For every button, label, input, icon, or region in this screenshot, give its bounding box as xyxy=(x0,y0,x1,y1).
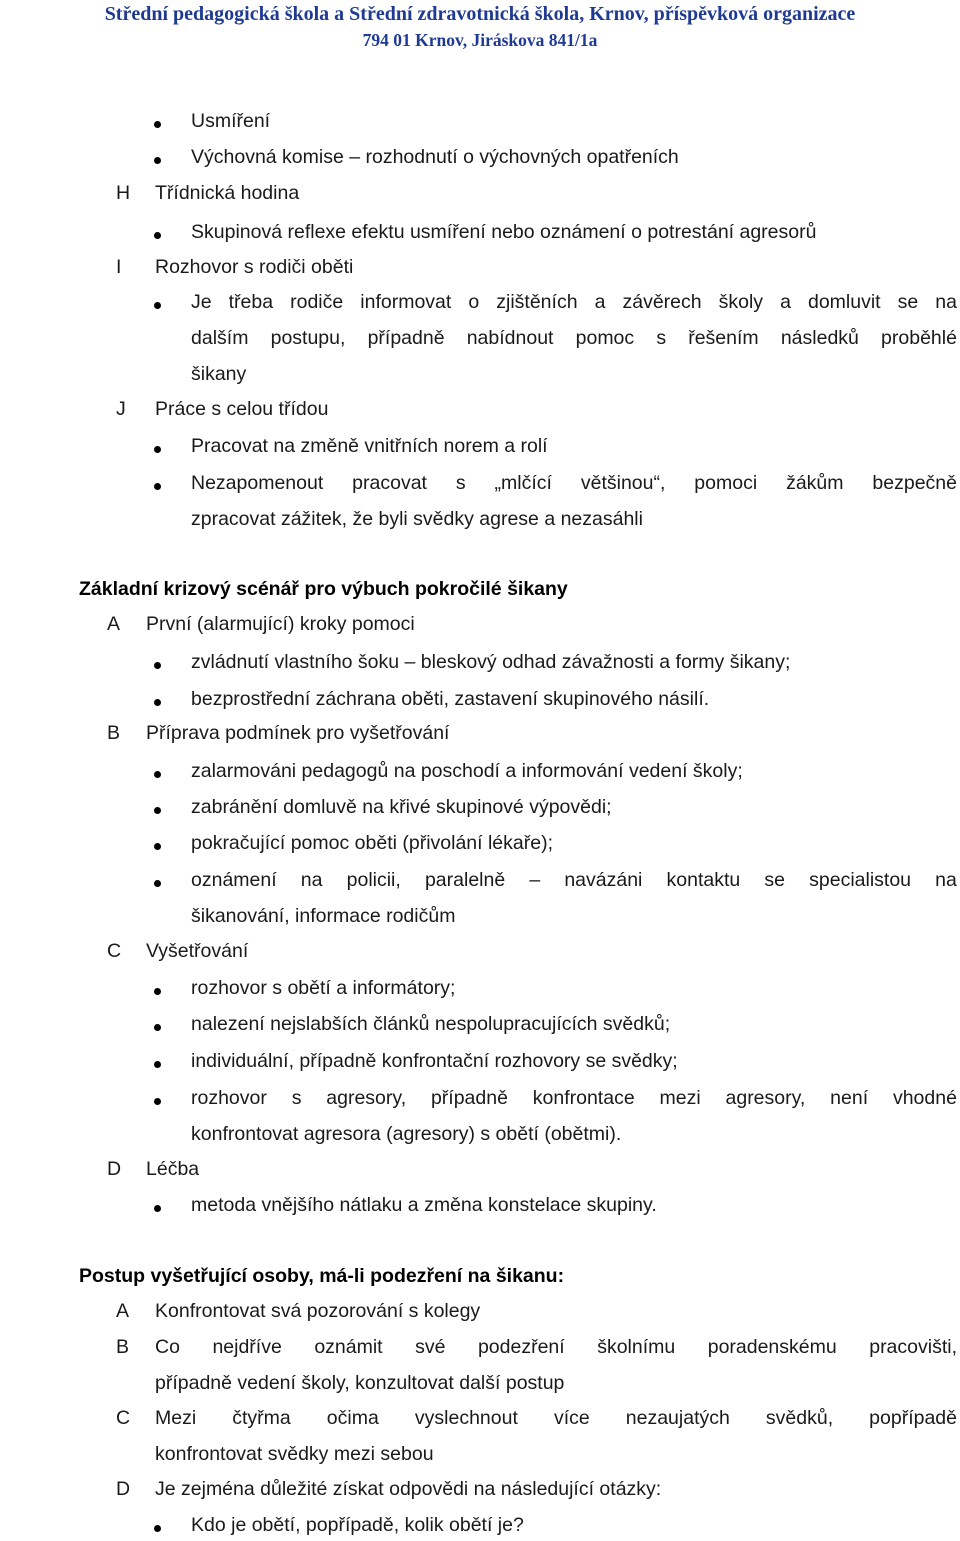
step-letter: A xyxy=(116,1300,130,1322)
step-letter: H xyxy=(116,182,131,204)
bullet xyxy=(154,807,161,814)
word: agresory, xyxy=(725,1087,806,1109)
word: na xyxy=(300,869,323,891)
word: kontaktu xyxy=(666,869,741,891)
word: pomoci xyxy=(694,472,758,494)
word: podezření xyxy=(477,1336,565,1358)
word: oznámení xyxy=(191,869,277,891)
list-item: zabránění domluvě na křivé skupinové výpovědi; xyxy=(191,796,612,818)
step-letter: J xyxy=(116,398,126,420)
bullet xyxy=(154,121,161,128)
bullet xyxy=(154,302,161,309)
word: vhodné xyxy=(892,1087,957,1109)
word: informovat xyxy=(360,291,452,313)
step-text: Je zejména důležité získat odpovědi na následující otázky: xyxy=(155,1478,662,1500)
list-item: Usmíření xyxy=(191,110,271,132)
word: třeba xyxy=(228,291,274,313)
list-item: bezprostřední záchrana oběti, zastavení skupinového násilí. xyxy=(191,688,710,710)
list-item: nalezení nejslabších článků nespolupracujících svědků; xyxy=(191,1013,671,1035)
word: své xyxy=(415,1336,446,1358)
list-item: Pracovat na změně vnitřních norem a rolí xyxy=(191,435,548,457)
step-letter: D xyxy=(116,1478,131,1500)
section-heading: Postup vyšetřující osoby, má-li podezření na šikanu: xyxy=(79,1265,565,1287)
word: domluvit xyxy=(807,291,881,313)
word: vyslechnout xyxy=(414,1407,518,1429)
list-item: individuální, případně konfrontační rozhovory se svědky; xyxy=(191,1050,678,1072)
step-text-line: případně vedení školy, konzultovat další postup xyxy=(155,1372,565,1394)
word: Nezapomenout xyxy=(191,472,324,494)
bullet xyxy=(154,1024,161,1031)
word: na xyxy=(935,291,957,313)
section-heading: Základní krizový scénář pro výbuch pokročilé šikany xyxy=(79,578,568,600)
step-title: Léčba xyxy=(146,1158,200,1180)
school-name-header: Střední pedagogická škola a Střední zdravotnická škola, Krnov, příspěvková organizace xyxy=(104,3,856,25)
word: svědků, xyxy=(765,1407,834,1429)
word: nezaujatých xyxy=(625,1407,730,1429)
list-item: zvládnutí vlastního šoku – bleskový odhad závažnosti a formy šikany; xyxy=(191,651,791,673)
word: většinou“, xyxy=(580,472,666,494)
step-letter: C xyxy=(107,940,122,962)
list-item: Kdo je obětí, popřípadě, kolik obětí je? xyxy=(191,1514,524,1536)
word: školnímu xyxy=(597,1336,676,1358)
bullet xyxy=(154,1098,161,1105)
word: školy xyxy=(718,291,764,313)
word: není xyxy=(830,1087,869,1109)
list-item: Výchovná komise – rozhodnutí o výchovných opatřeních xyxy=(191,146,679,168)
step-title: Práce s celou třídou xyxy=(155,398,329,420)
step-title: Příprava podmínek pro vyšetřování xyxy=(146,722,450,744)
word: Co xyxy=(155,1336,180,1358)
word: nabídnout xyxy=(466,327,554,349)
bullet xyxy=(154,1061,161,1068)
word: se xyxy=(897,291,919,313)
word: řešením xyxy=(688,327,759,349)
list-item: pokračující pomoc oběti (přivolání lékaře); xyxy=(191,832,553,854)
list-item: Skupinová reflexe efektu usmíření nebo oznámení o potrestání agresorů xyxy=(191,221,817,243)
list-item-justified-line xyxy=(191,869,957,892)
bullet xyxy=(154,157,161,164)
word: navázáni xyxy=(564,869,643,891)
word: s xyxy=(455,472,466,494)
bullet xyxy=(154,232,161,239)
word: policii, xyxy=(346,869,401,891)
step-title: Rozhovor s rodiči oběti xyxy=(155,256,354,278)
list-item-justified-line xyxy=(191,291,957,314)
bullet xyxy=(154,446,161,453)
step-title: Vyšetřování xyxy=(146,940,249,962)
word: na xyxy=(935,869,957,891)
list-item-justified-line xyxy=(191,472,957,495)
word: pomoc xyxy=(575,327,635,349)
step-text: Konfrontovat svá pozorování s kolegy xyxy=(155,1300,481,1322)
word: postupu, xyxy=(270,327,346,349)
step-letter: B xyxy=(107,722,121,744)
list-item-justified-line xyxy=(191,1087,957,1110)
step-justified-line xyxy=(155,1407,957,1430)
list-item-line: konfrontovat agresora (agresory) s obětí (obětmi). xyxy=(191,1123,622,1145)
word: – xyxy=(529,869,541,891)
step-letter: A xyxy=(107,613,121,635)
bullet xyxy=(154,771,161,778)
word: očima xyxy=(326,1407,379,1429)
word: oznámit xyxy=(314,1336,383,1358)
word: více xyxy=(553,1407,590,1429)
bullet xyxy=(154,662,161,669)
word: rozhovor xyxy=(191,1087,267,1109)
word: poradenskému xyxy=(707,1336,837,1358)
word: Je xyxy=(191,291,212,313)
word: se xyxy=(764,869,785,891)
step-title: První (alarmující) kroky pomoci xyxy=(146,613,415,635)
list-item: zalarmováni pedagogů na poschodí a informování vedení školy; xyxy=(191,760,743,782)
school-address-header: 794 01 Krnov, Jiráskova 841/1a xyxy=(362,30,598,50)
step-justified-line xyxy=(155,1336,957,1359)
word: dalším xyxy=(191,327,249,349)
word: závěrech xyxy=(622,291,702,313)
word: o xyxy=(468,291,480,313)
word: případně xyxy=(430,1087,508,1109)
word: proběhlé xyxy=(881,327,957,349)
bullet xyxy=(154,880,161,887)
bullet xyxy=(154,1205,161,1212)
word: a xyxy=(780,291,791,313)
word: případně xyxy=(367,327,445,349)
word: specialistou xyxy=(809,869,912,891)
word: čtyřma xyxy=(232,1407,291,1429)
word: pracovišti, xyxy=(869,1336,957,1358)
bullet xyxy=(154,699,161,706)
word: „mlčící xyxy=(494,472,552,494)
word: pracovat xyxy=(352,472,427,494)
list-item-justified-line xyxy=(191,327,957,350)
list-item-line: šikanování, informace rodičům xyxy=(191,905,456,927)
list-item-line: šikany xyxy=(191,363,247,385)
word: konfrontace xyxy=(532,1087,635,1109)
list-item: rozhovor s obětí a informátory; xyxy=(191,977,456,999)
step-letter: I xyxy=(116,256,122,278)
word: mezi xyxy=(659,1087,701,1109)
bullet xyxy=(154,988,161,995)
word: paralelně xyxy=(424,869,506,891)
word: následků xyxy=(780,327,859,349)
step-title: Třídnická hodina xyxy=(155,182,300,204)
bullet xyxy=(154,483,161,490)
word: agresory, xyxy=(326,1087,407,1109)
word: nejdříve xyxy=(212,1336,282,1358)
list-item-line: zpracovat zážitek, že byli svědky agrese a nezasáhli xyxy=(191,508,643,530)
step-letter: B xyxy=(116,1336,130,1358)
word: popřípadě xyxy=(869,1407,957,1429)
word: s xyxy=(291,1087,302,1109)
bullet xyxy=(154,1525,161,1532)
list-item: metoda vnějšího nátlaku a změna konstelace skupiny. xyxy=(191,1194,657,1216)
step-text-line: konfrontovat svědky mezi sebou xyxy=(155,1443,434,1465)
word: žákům xyxy=(786,472,844,494)
bullet xyxy=(154,843,161,850)
word: rodiče xyxy=(290,291,344,313)
word: bezpečně xyxy=(872,472,957,494)
step-letter: D xyxy=(107,1158,122,1180)
step-letter: C xyxy=(116,1407,131,1429)
word: zjištěních xyxy=(496,291,578,313)
word: a xyxy=(594,291,606,313)
word: s xyxy=(656,327,667,349)
word: Mezi xyxy=(155,1407,197,1429)
